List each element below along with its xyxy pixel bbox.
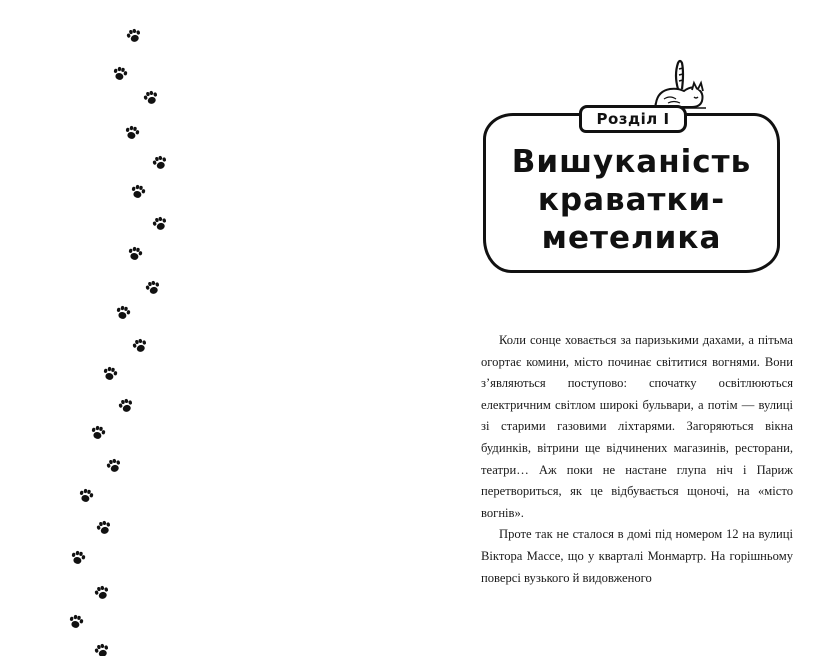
chapter-title-line-1: Вишуканість: [511, 144, 752, 180]
paw-print-icon: [92, 583, 112, 603]
paw-print-icon: [143, 278, 163, 298]
paw-print-icon: [130, 336, 150, 356]
chapter-heading: [483, 55, 783, 285]
paw-print-icon: [100, 364, 119, 383]
chapter-title-line-2: краватки-: [537, 182, 726, 218]
paw-print-icon: [125, 244, 144, 263]
paw-print-icon: [113, 303, 132, 322]
paw-print-icon: [110, 64, 129, 83]
paw-print-icon: [76, 486, 95, 505]
cat-icon: [648, 55, 708, 110]
paw-print-icon: [94, 518, 114, 538]
paw-print-icon: [66, 612, 85, 631]
paw-print-icon: [141, 88, 161, 108]
paw-print-icon: [150, 153, 170, 173]
paw-trail: [0, 0, 220, 656]
paw-print-icon: [124, 26, 144, 46]
paw-print-icon: [104, 456, 124, 476]
paragraph-1: Коли сонце ховається за паризькими дахами, а пітьма огортає комини, місто починає світитися вогнями. Вони з’являються поступово: спочатку освітлюються електричним світлом широкі бульвари, а потім — вулиці зі старими газовими ліхтарями. Загоряються вікна будинків, вітрини ще відчинених магазинів, ресторани, театри… Аж поки не настане глупа ніч і Париж перетвориться, як це відбувається щоночі, на «місто вогнів».: [481, 333, 793, 520]
paw-print-icon: [92, 641, 112, 656]
chapter-title-line-3: метелика: [541, 220, 722, 256]
paw-print-icon: [150, 214, 170, 234]
chapter-title: [483, 143, 780, 257]
paw-print-icon: [116, 396, 136, 416]
paw-print-icon: [68, 548, 87, 567]
body-text: [481, 330, 793, 589]
paw-print-icon: [122, 123, 141, 142]
paw-print-icon: [128, 182, 147, 201]
paragraph-2: Проте так не сталося в домі під номером 12 на вулиці Віктора Массе, що у кварталі Монмартр. На горішньому поверсі вузького й видовженого: [481, 527, 793, 585]
paw-print-icon: [88, 423, 107, 442]
chapter-label: Розділ І: [579, 105, 687, 133]
